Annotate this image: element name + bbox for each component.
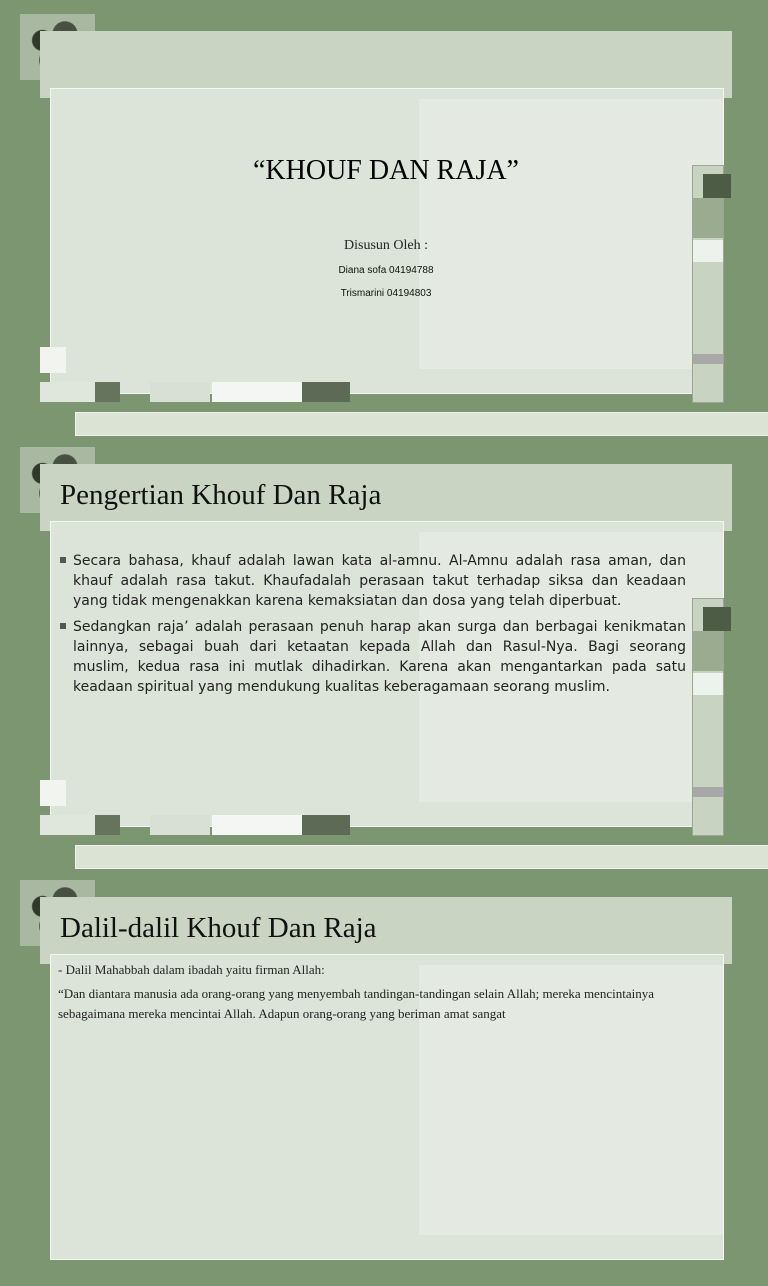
member-name: Trismarini 04194803 [340,288,432,299]
slide-title-text: “KHOUF DAN RAJA” [253,155,519,186]
list-item-text: Secara bahasa, khauf adalah lawan kata al-amnu. Al-Amnu adalah rasa aman, dan khauf adalah rasa takut. Khaufadalah perasaan takut terhadap siksa dan keadaan yang tidak mengenakkan karena kemaksiatan dan dosa yang telah diperbuat. [73,553,686,609]
slide-heading: Dalil-dalil Khouf Dan Raja [60,912,377,944]
byline: Disusun Oleh : [344,238,428,253]
member-name: Diana sofa 04194788 [338,265,434,276]
list-item-text: Sedangkan raja’ adalah perasaan penuh harap akan surga dan berbagai kenikmatan lainnya, sebagai buah dari ketaatan kepada Allah dan Rasul-Nya. Bagi seorang muslim, kedua rasa ini mutlak dihadirkan. Karena akan mengantarkan pada satu keadaan spiritual yang mendukung kualitas keberagamaan seorang muslim. [73,619,686,695]
bullet-list [60,551,686,703]
corner-decoration [40,347,66,373]
side-decoration [692,165,724,403]
corner-decoration [40,780,66,806]
bullet-square-icon [60,557,66,563]
slide-definition [0,433,768,853]
bullet-square-icon [60,623,66,629]
bottom-decoration [40,815,350,835]
list-item [60,617,686,697]
bottom-decoration [40,382,350,402]
dalil-quote: “Dan diantara manusia ada orang-orang yang menyembah tandingan-tandingan selain Allah; mereka mencintainya sebagaimana mereka mencintai Allah. Adapun orang-orang yang beriman amat sangat [58,986,654,1021]
slide-dalil [0,866,768,1286]
slide-heading: Pengertian Khouf Dan Raja [60,479,382,511]
dalil-line: - Dalil Mahabbah dalam ibadah yaitu firman Allah: [58,962,325,977]
slide-title [0,0,768,420]
side-decoration [692,598,724,836]
list-item [60,551,686,611]
